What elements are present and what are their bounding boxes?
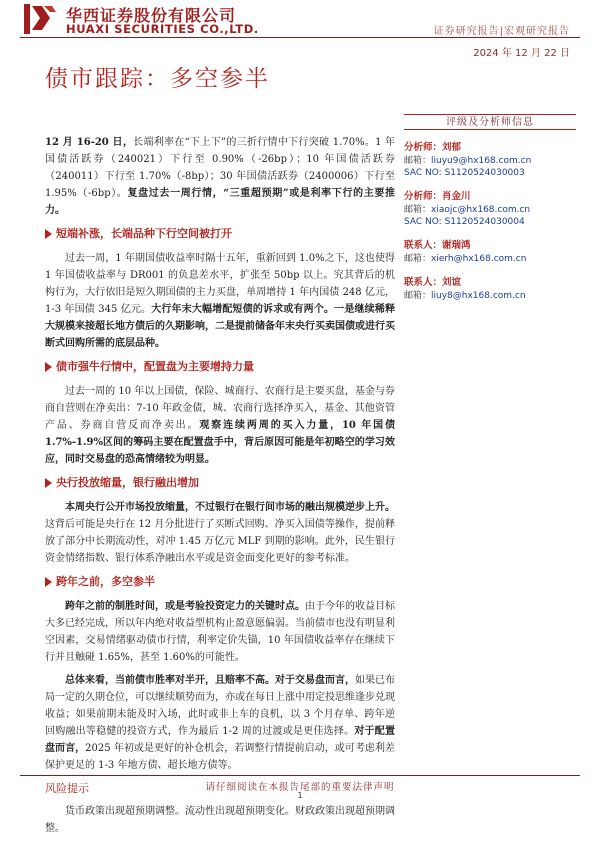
section-2-paragraph: 过去一周的 10 年以上国债，保险、城商行、农商行是主要买盘，基金与券商自营则在净卖出：7-10 年政金债，城、农商行选择净买入，基金、其他资管产品、券商自营反而净卖出。观察连续两周的买入力量，10 年国债 1.7%-1.9%区间的筹码主要在配置盘手中，背后原因可能是年初略空的学习效应，同时交易盘的恐高情绪较为明显。: [45, 386, 395, 465]
intro-date: 12 月 16-20 日，: [45, 137, 134, 148]
footer-disclaimer: 请仔细阅读在本报告尾部的重要法律声明: [205, 782, 395, 793]
risk-paragraph: 货币政策出现超预期调整。流动性出现超预期变化。财政政策出现超预期调整。: [45, 806, 395, 834]
analyst-block: 分析师：肖金川 邮箱：xiaojc@hx168.com.cn SAC NO: S1120524030004: [404, 191, 576, 228]
section-heading-2: 债市强牛行情中，配置盘为主要增持力量: [45, 358, 395, 375]
analyst-name: 刘郁: [442, 142, 462, 153]
analyst-email-link[interactable]: liuyu9@hx168.com.cn: [431, 156, 532, 166]
intro-body: 长端利率在“下上下”的三折行情中下行突破 1.70%。1 年国债活跃券（240021）下行至 0.90%（-26bp）；10 年国债活跃券（240011）下行至 1.70%（-8bp）；30 年国债活跃券（2400006）下行至 1.95%（-6bp）。: [45, 137, 396, 199]
analyst-sac: SAC NO: S1120524030003: [404, 168, 525, 178]
sidebar-title: 评级及分析师信息: [404, 114, 576, 130]
report-header: [0, 0, 600, 59]
section-marker-icon: [45, 478, 52, 488]
report-type: 证券研究报告|宏观研究报告: [433, 26, 570, 37]
report-date: 2024 年 12 月 22 日: [473, 48, 570, 59]
section-heading-3: 央行投放缩量，银行融出增加: [45, 474, 395, 491]
section-1-paragraph: 过去一周，1 年期国债收益率时隔十五年，重新回到 1.0%之下，这也使得 1 年国债收益率与 DR001 的负息差水平，扩张至 50bp 以上。究其背后的机构行为，大行依旧是短久期国债的主力买盘，单周增持 1 年内国债 248 亿元，1-3 年国债 345 亿元。大行年末大幅增配短债的诉求或有两个。一是继续稀释大规模来接超长地方债后的久期影响，二是提前储备年末央行买卖国债或进行买断式回购所需的底层品种。: [45, 253, 396, 349]
analyst-name: 肖金川: [442, 191, 471, 202]
header-divider: [20, 37, 580, 38]
contact-email-link[interactable]: xierh@hx168.com.cn: [431, 254, 527, 264]
analyst-sac: SAC NO: S1120524030004: [404, 217, 525, 227]
analyst-block: 分析师：刘郁 邮箱：liuyu9@hx168.com.cn SAC NO: S1120524030003: [404, 142, 576, 179]
intro-paragraph: [45, 134, 395, 219]
company-name-cn: 华西证券股份有限公司: [66, 6, 237, 25]
huaxi-logo-icon: [22, 2, 58, 36]
risk-heading: 风险提示: [45, 782, 89, 795]
intro-conclusion: 复盘过去一周行情，“三重超预期”或是利率下行的主要推力。: [45, 188, 395, 216]
contact-block: 联系人：谢瑞鸿 邮箱：xierh@hx168.com.cn: [404, 240, 527, 264]
report-title: 债市跟踪：多空参半: [45, 66, 270, 92]
footer-divider: [20, 775, 580, 776]
section-marker-icon: [45, 229, 52, 239]
contact-name: 谢瑞鸿: [442, 240, 471, 251]
contact-email-link[interactable]: liuy8@hx168.com.cn: [431, 291, 526, 301]
section-heading-1: 短端补涨，长端品种下行空间被打开: [45, 225, 395, 242]
section-heading-4: 跨年之前，多空参半: [45, 573, 395, 590]
section-marker-icon: [45, 362, 52, 372]
contact-name: 刘谊: [442, 277, 462, 288]
analyst-email-link[interactable]: xiaojc@hx168.com.cn: [431, 205, 531, 215]
section-marker-icon: [45, 577, 52, 587]
section-4-paragraph-2: 总体来看，当前债市胜率对半开，且赔率不高。对于交易盘而言，如果已布局一定的久期仓位，可以继续顺势而为，亦或在每日上涨中用定投思维逢步兑现收益；如果前期未能及时入场，此时或非上车的良机，以 3 个月存单、跨年逆回购融出等稳健的投资方式，作为最后 1-2 周的过渡或是更佳选择。对于配置盘而言，2025 年初或是更好的补仓机会，若调整行情提前启动，或可考虑利差保护更足的 1-3 年地方债、超长地方债等。: [45, 675, 395, 771]
page-number: 1: [297, 791, 303, 800]
company-name-en: HUAXI SECURITIES CO.,LTD.: [66, 22, 259, 36]
contact-block: 联系人：刘谊 邮箱：liuy8@hx168.com.cn: [404, 277, 526, 301]
main-content: [45, 134, 395, 843]
section-3-paragraph: 本周央行公开市场投放缩量，不过银行在银行间市场的融出规模逆步上升。这背后可能是央行在 12 月分批进行了买断式回购、净买入国债等操作，提前释放了部分中长期流动性，对冲 1.45 万亿元 MLF 到期的影响。此外，民生银行资金情绪指数、银行体系净融出水平或是资金面变化更好的参考标准。: [45, 502, 395, 564]
section-4-paragraph-1: 跨年之前的制胜时间，或是考验投资定力的关键时点。由于今年的收益目标大多已经完成，所以年内绝对收益型机构止盈意愿偏弱。当前债市也没有明显利空因素，交易情绪驱动债市行情，利率定价失锚，10 年国债收益率存在继续下行并且触碰 1.65%，甚至 1.60%的可能性。: [45, 601, 395, 663]
analyst-sidebar: [404, 114, 576, 302]
